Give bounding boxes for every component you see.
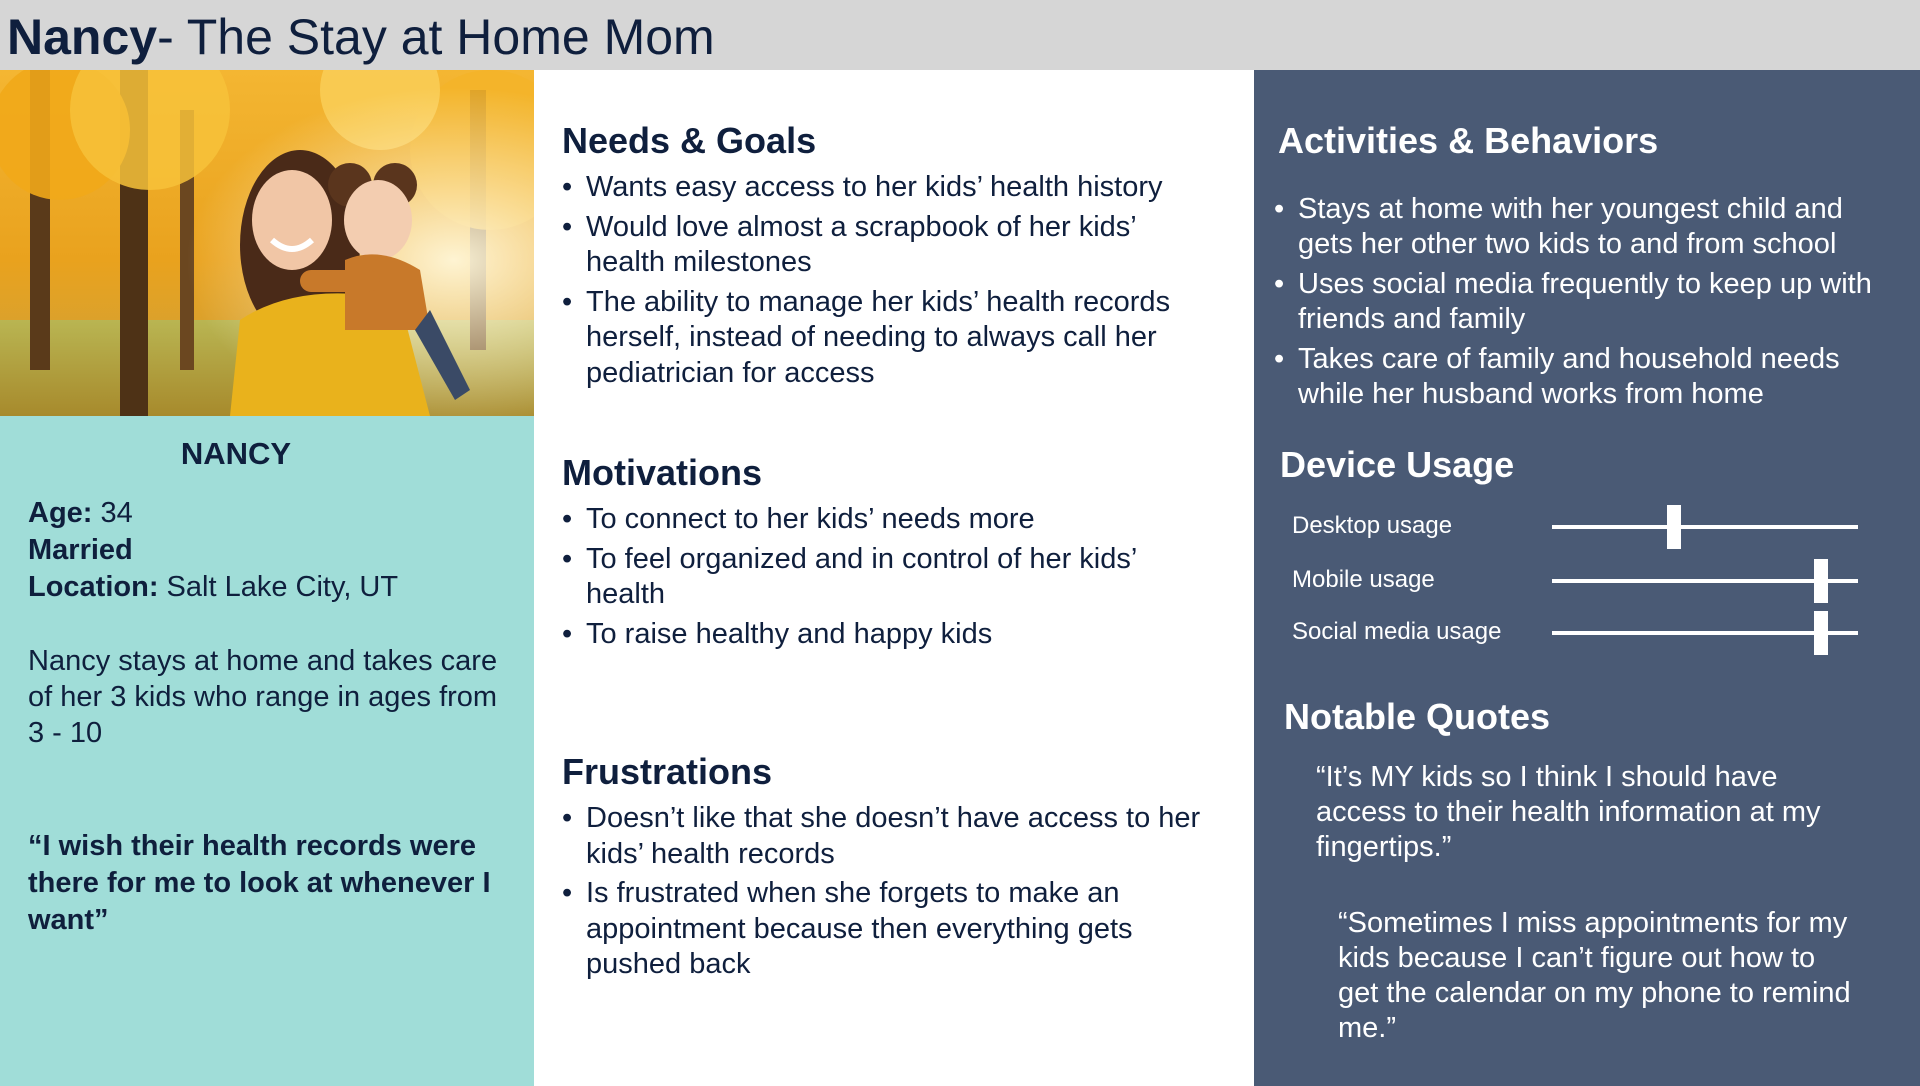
page-header xyxy=(0,0,1920,70)
mobile-usage-label: Mobile usage xyxy=(1292,566,1435,593)
age-line xyxy=(28,495,398,532)
list-item: • To feel organized and in control of her kids’ health xyxy=(562,542,1202,613)
list-item: • To raise healthy and happy kids xyxy=(562,617,1202,653)
list-item: • Takes care of family and household needs while her husband works from home xyxy=(1274,342,1874,412)
profile-quote: “I wish their health records were there for me to look at whenever I want” xyxy=(28,830,491,936)
slider-thumb xyxy=(1667,505,1681,549)
page-title xyxy=(7,8,715,66)
mother-daughter-photo xyxy=(0,70,534,416)
social-media-usage-slider xyxy=(1552,631,1858,635)
motivations-heading: Motivations xyxy=(562,452,763,493)
device-usage-heading: Device Usage xyxy=(1280,444,1515,485)
list-item: • Uses social media frequently to keep up with friends and family xyxy=(1274,267,1874,337)
list-item: • To connect to her kids’ needs more xyxy=(562,502,1202,538)
needs-goals-heading: Needs & Goals xyxy=(562,120,817,161)
list-item: • The ability to manage her kids’ health records herself, instead of needing to always call her pediatrician for access xyxy=(562,285,1202,392)
list-item: • Would love almost a scrapbook of her kids’ health milestones xyxy=(562,210,1202,281)
motivations-section xyxy=(562,452,1202,656)
persona-name: Nancy xyxy=(7,9,158,65)
list-item: • Wants easy access to her kids’ health history xyxy=(562,170,1202,206)
list-item: • Doesn’t like that she doesn’t have access to her kids’ health records xyxy=(562,801,1202,872)
desktop-usage-slider xyxy=(1552,525,1858,529)
notable-quote-2: “Sometimes I miss appointments for my kids because I can’t figure out how to get the calendar on my phone to remind me.” xyxy=(1338,907,1851,1044)
needs-goals-list xyxy=(562,170,1202,391)
list-item: • Is frustrated when she forgets to make an appointment because then everything gets pushed back xyxy=(562,876,1202,983)
persona-tagline: - The Stay at Home Mom xyxy=(157,9,715,65)
location-line xyxy=(28,569,398,606)
motivations-list xyxy=(562,502,1202,652)
social-media-usage-label: Social media usage xyxy=(1292,618,1502,645)
slider-thumb xyxy=(1814,559,1828,603)
mobile-usage-slider xyxy=(1552,579,1858,583)
profile-name: NANCY xyxy=(180,436,292,471)
notable-quote-1: “It’s MY kids so I think I should have access to their health information at my fingertips.” xyxy=(1316,761,1821,863)
needs-goals-section xyxy=(562,120,1202,395)
marital-status: Married xyxy=(28,534,133,566)
activities-list xyxy=(1274,192,1874,417)
profile-card xyxy=(0,416,534,1086)
right-panel xyxy=(1254,70,1920,1086)
desktop-usage-row xyxy=(1292,506,1872,546)
profile-facts xyxy=(28,495,398,606)
frustrations-heading: Frustrations xyxy=(562,751,773,792)
age-value: 34 xyxy=(92,497,133,529)
profile-bio: Nancy stays at home and takes care of her 3 kids who range in ages from 3 - 10 xyxy=(28,645,498,749)
mobile-usage-row xyxy=(1292,560,1872,600)
frustrations-list xyxy=(562,801,1202,983)
slider-thumb xyxy=(1814,611,1828,655)
age-label: Age: xyxy=(28,497,93,529)
activities-heading: Activities & Behaviors xyxy=(1278,120,1659,161)
frustrations-section xyxy=(562,751,1202,987)
location-value: Salt Lake City, UT xyxy=(158,571,399,603)
desktop-usage-label: Desktop usage xyxy=(1292,512,1453,539)
location-label: Location: xyxy=(28,571,159,603)
social-media-usage-row xyxy=(1292,612,1872,652)
persona-photo xyxy=(0,70,534,416)
notable-quotes-heading: Notable Quotes xyxy=(1284,696,1551,737)
list-item: • Stays at home with her youngest child and gets her other two kids to and from school xyxy=(1274,192,1874,262)
